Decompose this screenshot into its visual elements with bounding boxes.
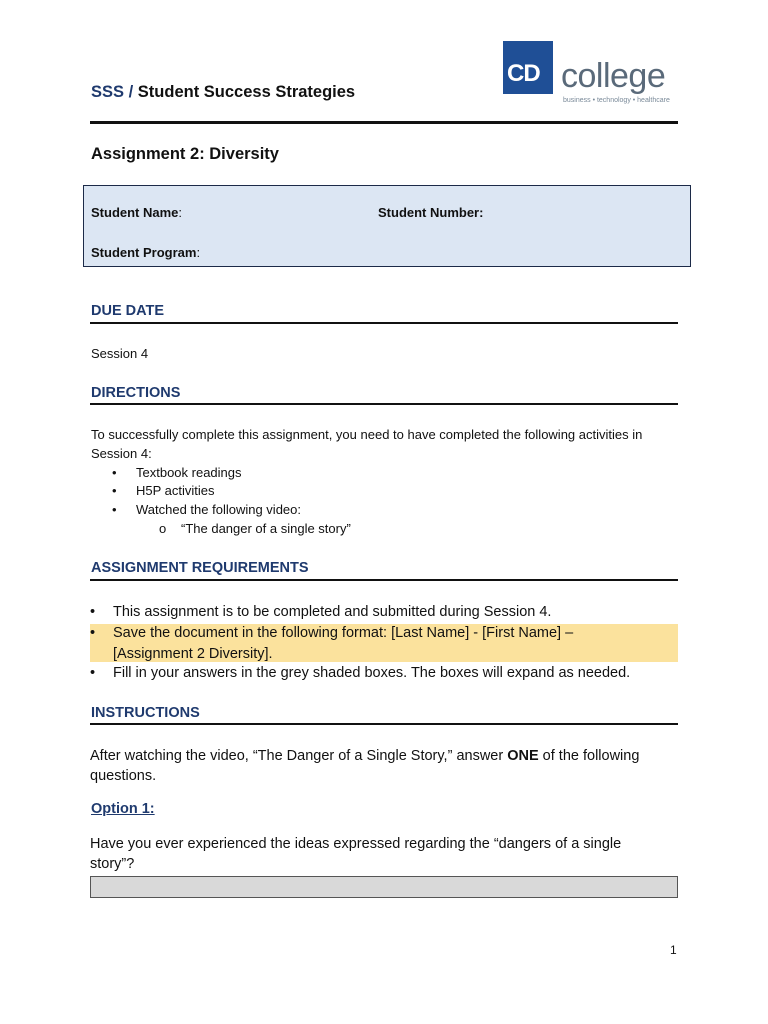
directions-item: Watched the following video: bbox=[136, 502, 302, 517]
student-info-box bbox=[83, 185, 691, 267]
directions-bullet: • bbox=[112, 465, 117, 480]
requirement-item: This assignment is to be completed and submitted during Session 4. bbox=[113, 604, 552, 620]
question-line2: story”? bbox=[90, 856, 135, 872]
course-code: SSS / bbox=[91, 83, 134, 101]
instructions-text bbox=[90, 748, 639, 764]
student-program-colon: : bbox=[196, 245, 201, 260]
instructions-text-bold: ONE bbox=[507, 748, 539, 764]
due-date-divider bbox=[90, 322, 678, 324]
student-program-label: Student Program bbox=[91, 245, 197, 260]
due-date-value: Session 4 bbox=[91, 346, 149, 361]
requirements-heading: ASSIGNMENT REQUIREMENTS bbox=[91, 560, 309, 576]
logo-cd-text: CD bbox=[507, 60, 540, 87]
requirement-item-highlighted: Save the document in the following format: [Last Name] - [First Name] – bbox=[113, 625, 574, 641]
instructions-text-start: After watching the video, “The Danger of a Single Story,” answer bbox=[90, 748, 508, 764]
requirement-bullet: • bbox=[90, 625, 96, 641]
answer-input-box[interactable] bbox=[90, 876, 678, 898]
directions-item: H5P activities bbox=[136, 483, 215, 498]
requirements-divider bbox=[90, 579, 678, 581]
directions-item: Textbook readings bbox=[136, 465, 242, 480]
question-line1: Have you ever experienced the ideas expressed regarding the “dangers of a single bbox=[90, 836, 622, 852]
course-title: Student Success Strategies bbox=[137, 83, 356, 101]
header-divider bbox=[90, 121, 678, 124]
requirement-item: Fill in your answers in the grey shaded boxes. The boxes will expand as needed. bbox=[113, 665, 631, 681]
directions-heading: DIRECTIONS bbox=[91, 385, 181, 401]
instructions-divider bbox=[90, 723, 678, 725]
student-name-field[interactable] bbox=[91, 205, 182, 220]
requirement-item-continuation: [Assignment 2 Diversity]. bbox=[113, 646, 273, 662]
student-name-label: Student Name bbox=[91, 205, 179, 220]
directions-sub-item: “The danger of a single story” bbox=[181, 521, 351, 536]
student-program-field[interactable] bbox=[91, 245, 200, 260]
directions-bullet: • bbox=[112, 483, 117, 498]
due-date-heading: DUE DATE bbox=[91, 303, 165, 319]
requirement-bullet: • bbox=[90, 604, 96, 620]
directions-intro-line2: Session 4: bbox=[91, 446, 152, 461]
student-name-colon: : bbox=[178, 205, 183, 220]
student-number-field[interactable] bbox=[378, 205, 483, 220]
logo-college-text: college bbox=[561, 57, 666, 95]
directions-bullet: • bbox=[112, 502, 117, 517]
course-header bbox=[91, 83, 355, 102]
requirement-bullet: • bbox=[90, 665, 96, 681]
page-number: 1 bbox=[670, 943, 677, 957]
directions-sub-bullet: o bbox=[159, 521, 167, 536]
option-1-title: Option 1: bbox=[91, 801, 155, 817]
student-number-colon: : bbox=[479, 205, 484, 220]
instructions-heading: INSTRUCTIONS bbox=[91, 705, 200, 721]
instructions-text-line2: questions. bbox=[90, 768, 157, 784]
instructions-text-end: of the following bbox=[538, 748, 640, 764]
logo-tagline: business • technology • healthcare bbox=[563, 97, 670, 104]
directions-divider bbox=[90, 403, 678, 405]
student-number-label: Student Number bbox=[378, 205, 480, 220]
assignment-title: Assignment 2: Diversity bbox=[91, 145, 279, 163]
directions-intro-line1: To successfully complete this assignment, you need to have completed the following activities in bbox=[91, 427, 643, 442]
